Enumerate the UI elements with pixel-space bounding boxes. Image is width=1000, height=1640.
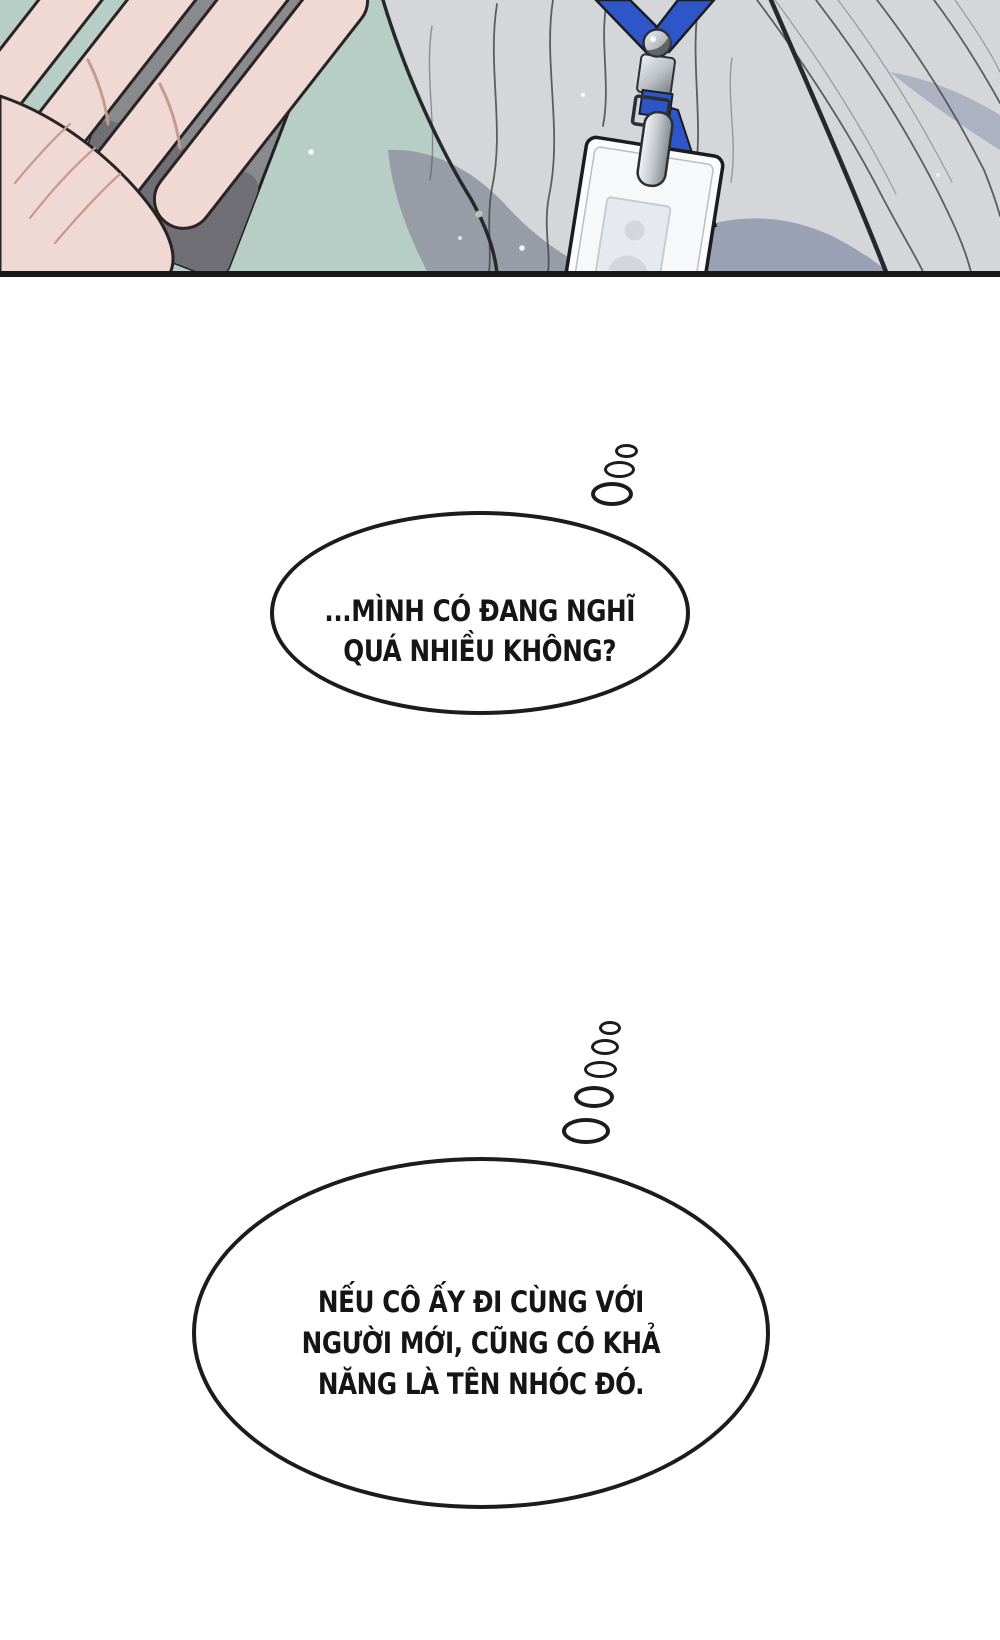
green-sparkle	[476, 211, 483, 218]
thought-dot	[599, 1021, 621, 1035]
comic-panel	[0, 0, 1000, 277]
thought-bubble-2	[192, 1157, 770, 1509]
thought-bubble-1-text	[325, 591, 636, 671]
thought-dot	[562, 1118, 610, 1144]
thought-dot	[615, 444, 638, 458]
bubble-1-line-2: QUÁ NHIỀU KHÔNG?	[343, 634, 617, 668]
bubble-2-line-1: NẾU CÔ ẤY ĐI CÙNG VỚI	[317, 1284, 645, 1319]
thought-dot	[584, 1061, 617, 1078]
thought-dot	[591, 1039, 619, 1055]
thought-dot	[574, 1086, 614, 1108]
thought-bubble-2-text	[302, 1282, 661, 1405]
bubble-1-line-1: ...MÌNH CÓ ĐANG NGHĨ	[324, 594, 636, 628]
panel-border	[0, 271, 1000, 277]
panel-art	[0, 0, 1000, 277]
snap-button-highlight	[650, 36, 656, 42]
thought-dot	[604, 461, 635, 478]
thought-bubble-1	[270, 511, 690, 715]
bubble-2-line-3: NĂNG LÀ TÊN NHÓC ĐÓ.	[317, 1366, 645, 1401]
bubble-2-line-2: NGƯỜI MỚI, CŨNG CÓ KHẢ	[301, 1325, 661, 1360]
thought-dot	[591, 482, 633, 506]
